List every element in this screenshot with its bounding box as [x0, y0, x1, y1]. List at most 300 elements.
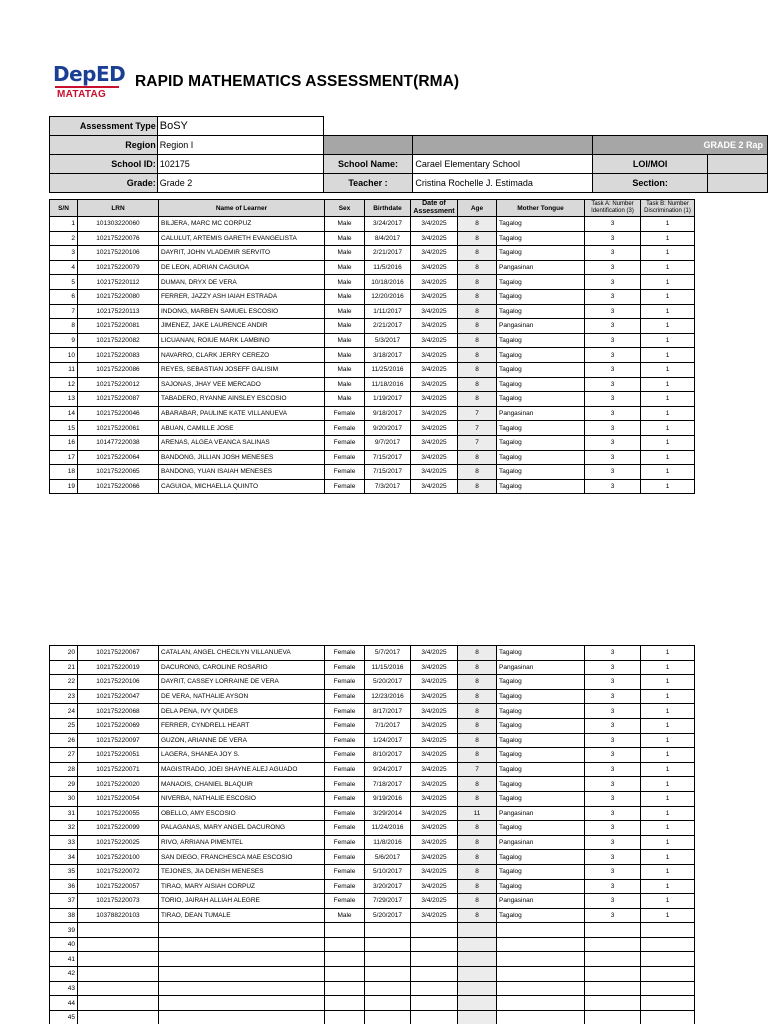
assessment-date-cell[interactable]: 3/4/2025 — [411, 646, 458, 661]
mother-tongue-cell[interactable]: Tagalog — [497, 450, 585, 465]
birthdate-cell[interactable]: 8/17/2017 — [365, 704, 411, 719]
task-b-cell[interactable]: 1 — [641, 348, 695, 363]
learner-name-cell[interactable]: JIMENEZ, JAKE LAURENCE ANDIR — [159, 319, 325, 334]
sex-cell[interactable] — [325, 923, 365, 938]
task-a-cell[interactable]: 3 — [585, 246, 641, 261]
sn-cell[interactable]: 5 — [50, 275, 78, 290]
task-b-cell[interactable]: 1 — [641, 289, 695, 304]
task-b-cell[interactable]: 1 — [641, 660, 695, 675]
sex-cell[interactable]: Female — [325, 864, 365, 879]
lrn-cell[interactable] — [78, 952, 159, 967]
lrn-cell[interactable]: 102175220069 — [78, 718, 159, 733]
task-a-cell[interactable]: 3 — [585, 864, 641, 879]
task-b-cell[interactable]: 1 — [641, 777, 695, 792]
task-b-cell[interactable]: 1 — [641, 377, 695, 392]
learner-name-cell[interactable] — [159, 996, 325, 1011]
lrn-cell[interactable] — [78, 967, 159, 982]
assessment-date-cell[interactable]: 3/4/2025 — [411, 748, 458, 763]
sn-cell[interactable]: 40 — [50, 937, 78, 952]
sex-cell[interactable]: Female — [325, 762, 365, 777]
learner-name-cell[interactable]: BANDONG, YUAN ISAIAH MENESES — [159, 465, 325, 480]
learner-name-cell[interactable]: DELA PENA, IVY QUIDES — [159, 704, 325, 719]
task-a-cell[interactable]: 3 — [585, 762, 641, 777]
teacher-cell[interactable]: Cristina Rochelle J. Estimada — [413, 174, 593, 193]
sn-cell[interactable]: 26 — [50, 733, 78, 748]
sex-cell[interactable]: Female — [325, 894, 365, 909]
sn-cell[interactable]: 3 — [50, 246, 78, 261]
mother-tongue-cell[interactable]: Tagalog — [497, 435, 585, 450]
assessment-date-cell[interactable]: 3/4/2025 — [411, 275, 458, 290]
birthdate-cell[interactable]: 5/20/2017 — [365, 675, 411, 690]
age-cell[interactable] — [458, 1010, 497, 1024]
assessment-date-cell[interactable] — [411, 1010, 458, 1024]
task-b-cell[interactable]: 1 — [641, 821, 695, 836]
age-cell[interactable]: 7 — [458, 406, 497, 421]
learner-name-cell[interactable]: BILJERA, MARC MC CORPUZ — [159, 217, 325, 232]
sex-cell[interactable]: Female — [325, 718, 365, 733]
birthdate-cell[interactable]: 1/19/2017 — [365, 392, 411, 407]
birthdate-cell[interactable]: 8/4/2017 — [365, 231, 411, 246]
age-cell[interactable]: 8 — [458, 231, 497, 246]
birthdate-cell[interactable]: 12/23/2016 — [365, 689, 411, 704]
birthdate-cell[interactable] — [365, 1010, 411, 1024]
task-b-cell[interactable] — [641, 952, 695, 967]
task-a-cell[interactable]: 3 — [585, 791, 641, 806]
sex-cell[interactable]: Female — [325, 704, 365, 719]
lrn-cell[interactable] — [78, 937, 159, 952]
learner-name-cell[interactable]: BANDONG, JILLIAN JOSH MENESES — [159, 450, 325, 465]
mother-tongue-cell[interactable]: Pangasinan — [497, 660, 585, 675]
age-cell[interactable]: 8 — [458, 392, 497, 407]
birthdate-cell[interactable]: 11/18/2016 — [365, 377, 411, 392]
mother-tongue-cell[interactable]: Tagalog — [497, 748, 585, 763]
sex-cell[interactable] — [325, 981, 365, 996]
birthdate-cell[interactable]: 12/20/2016 — [365, 289, 411, 304]
assessment-date-cell[interactable]: 3/4/2025 — [411, 348, 458, 363]
task-a-cell[interactable]: 3 — [585, 392, 641, 407]
task-a-cell[interactable] — [585, 967, 641, 982]
task-b-cell[interactable]: 1 — [641, 646, 695, 661]
mother-tongue-cell[interactable] — [497, 952, 585, 967]
age-cell[interactable]: 8 — [458, 675, 497, 690]
task-b-cell[interactable]: 1 — [641, 479, 695, 494]
age-cell[interactable]: 8 — [458, 777, 497, 792]
mother-tongue-cell[interactable]: Tagalog — [497, 646, 585, 661]
lrn-cell[interactable]: 103788220103 — [78, 908, 159, 923]
learner-name-cell[interactable]: TIRAO, DEAN TUMALE — [159, 908, 325, 923]
mother-tongue-cell[interactable]: Tagalog — [497, 304, 585, 319]
sex-cell[interactable]: Male — [325, 392, 365, 407]
lrn-cell[interactable]: 102175220099 — [78, 821, 159, 836]
birthdate-cell[interactable]: 7/18/2017 — [365, 777, 411, 792]
grade-cell[interactable]: Grade 2 — [157, 174, 323, 193]
sn-cell[interactable]: 28 — [50, 762, 78, 777]
learner-name-cell[interactable] — [159, 981, 325, 996]
sn-cell[interactable]: 16 — [50, 435, 78, 450]
sn-cell[interactable]: 19 — [50, 479, 78, 494]
task-b-cell[interactable]: 1 — [641, 704, 695, 719]
birthdate-cell[interactable]: 11/24/2016 — [365, 821, 411, 836]
age-cell[interactable]: 7 — [458, 421, 497, 436]
task-a-cell[interactable] — [585, 923, 641, 938]
sex-cell[interactable] — [325, 937, 365, 952]
mother-tongue-cell[interactable]: Pangasinan — [497, 406, 585, 421]
assessment-date-cell[interactable]: 3/4/2025 — [411, 791, 458, 806]
task-b-cell[interactable]: 1 — [641, 835, 695, 850]
lrn-cell[interactable]: 102175220112 — [78, 275, 159, 290]
age-cell[interactable]: 8 — [458, 704, 497, 719]
task-b-cell[interactable]: 1 — [641, 689, 695, 704]
sex-cell[interactable]: Female — [325, 660, 365, 675]
learner-name-cell[interactable]: FERRER, CYNDRELL HEART — [159, 718, 325, 733]
learner-name-cell[interactable]: SAJONAS, JHAY VEE MERCADO — [159, 377, 325, 392]
learner-name-cell[interactable]: PALAGANAS, MARY ANGEL DACURONG — [159, 821, 325, 836]
lrn-cell[interactable]: 102175220086 — [78, 362, 159, 377]
mother-tongue-cell[interactable]: Tagalog — [497, 791, 585, 806]
age-cell[interactable]: 8 — [458, 319, 497, 334]
assessment-date-cell[interactable]: 3/4/2025 — [411, 217, 458, 232]
learner-name-cell[interactable]: GUZON, ARIANNE DE VERA — [159, 733, 325, 748]
learner-name-cell[interactable]: CAGUIOA, MICHAELLA QUINTO — [159, 479, 325, 494]
mother-tongue-cell[interactable]: Tagalog — [497, 348, 585, 363]
mother-tongue-cell[interactable]: Tagalog — [497, 217, 585, 232]
sex-cell[interactable]: Female — [325, 850, 365, 865]
assessment-date-cell[interactable]: 3/4/2025 — [411, 689, 458, 704]
task-a-cell[interactable]: 3 — [585, 435, 641, 450]
lrn-cell[interactable]: 102175220025 — [78, 835, 159, 850]
task-a-cell[interactable]: 3 — [585, 777, 641, 792]
assessment-date-cell[interactable] — [411, 952, 458, 967]
school-id-cell[interactable]: 102175 — [157, 155, 323, 174]
lrn-cell[interactable]: 102175220019 — [78, 660, 159, 675]
assessment-date-cell[interactable]: 3/4/2025 — [411, 850, 458, 865]
loi-cell[interactable] — [708, 155, 768, 174]
task-b-cell[interactable]: 1 — [641, 718, 695, 733]
birthdate-cell[interactable]: 9/24/2017 — [365, 762, 411, 777]
mother-tongue-cell[interactable] — [497, 937, 585, 952]
task-b-cell[interactable]: 1 — [641, 864, 695, 879]
sn-cell[interactable]: 6 — [50, 289, 78, 304]
sn-cell[interactable]: 24 — [50, 704, 78, 719]
mother-tongue-cell[interactable]: Tagalog — [497, 333, 585, 348]
task-a-cell[interactable]: 3 — [585, 260, 641, 275]
birthdate-cell[interactable]: 9/19/2016 — [365, 791, 411, 806]
sn-cell[interactable]: 38 — [50, 908, 78, 923]
birthdate-cell[interactable] — [365, 937, 411, 952]
assessment-date-cell[interactable]: 3/4/2025 — [411, 392, 458, 407]
task-b-cell[interactable] — [641, 967, 695, 982]
task-a-cell[interactable]: 3 — [585, 479, 641, 494]
task-b-cell[interactable]: 1 — [641, 362, 695, 377]
age-cell[interactable]: 8 — [458, 748, 497, 763]
sn-cell[interactable]: 7 — [50, 304, 78, 319]
age-cell[interactable]: 8 — [458, 348, 497, 363]
lrn-cell[interactable]: 102175220066 — [78, 479, 159, 494]
learner-name-cell[interactable]: ABARABAR, PAULINE KATE VILLANUEVA — [159, 406, 325, 421]
task-a-cell[interactable] — [585, 937, 641, 952]
age-cell[interactable] — [458, 952, 497, 967]
task-b-cell[interactable]: 1 — [641, 791, 695, 806]
lrn-cell[interactable]: 102175220100 — [78, 850, 159, 865]
task-b-cell[interactable]: 1 — [641, 406, 695, 421]
mother-tongue-cell[interactable] — [497, 981, 585, 996]
lrn-cell[interactable]: 102175220051 — [78, 748, 159, 763]
sn-cell[interactable]: 13 — [50, 392, 78, 407]
age-cell[interactable]: 11 — [458, 806, 497, 821]
learner-name-cell[interactable] — [159, 923, 325, 938]
task-a-cell[interactable]: 3 — [585, 217, 641, 232]
mother-tongue-cell[interactable]: Tagalog — [497, 289, 585, 304]
task-a-cell[interactable]: 3 — [585, 465, 641, 480]
sn-cell[interactable]: 14 — [50, 406, 78, 421]
task-b-cell[interactable] — [641, 937, 695, 952]
task-a-cell[interactable]: 3 — [585, 733, 641, 748]
sex-cell[interactable]: Male — [325, 217, 365, 232]
age-cell[interactable]: 8 — [458, 835, 497, 850]
birthdate-cell[interactable]: 3/18/2017 — [365, 348, 411, 363]
learner-name-cell[interactable]: OBELLO, AMY ESCOSIO — [159, 806, 325, 821]
lrn-cell[interactable]: 101477220038 — [78, 435, 159, 450]
task-b-cell[interactable]: 1 — [641, 260, 695, 275]
mother-tongue-cell[interactable]: Tagalog — [497, 377, 585, 392]
assessment-date-cell[interactable]: 3/4/2025 — [411, 777, 458, 792]
lrn-cell[interactable] — [78, 923, 159, 938]
mother-tongue-cell[interactable] — [497, 996, 585, 1011]
mother-tongue-cell[interactable]: Tagalog — [497, 864, 585, 879]
learner-name-cell[interactable]: DAYRIT, CASSEY LORRAINE DE VERA — [159, 675, 325, 690]
birthdate-cell[interactable]: 5/3/2017 — [365, 333, 411, 348]
task-b-cell[interactable]: 1 — [641, 450, 695, 465]
sn-cell[interactable]: 9 — [50, 333, 78, 348]
task-b-cell[interactable]: 1 — [641, 762, 695, 777]
assessment-date-cell[interactable]: 3/4/2025 — [411, 450, 458, 465]
mother-tongue-cell[interactable]: Tagalog — [497, 908, 585, 923]
assessment-type-cell[interactable]: BoSY — [157, 117, 323, 136]
birthdate-cell[interactable] — [365, 996, 411, 1011]
assessment-date-cell[interactable]: 3/4/2025 — [411, 718, 458, 733]
task-b-cell[interactable]: 1 — [641, 333, 695, 348]
task-a-cell[interactable]: 3 — [585, 894, 641, 909]
sn-cell[interactable]: 12 — [50, 377, 78, 392]
sex-cell[interactable]: Female — [325, 675, 365, 690]
sn-cell[interactable]: 43 — [50, 981, 78, 996]
learner-name-cell[interactable]: NIVERBA, NATHALIE ESCOSIO — [159, 791, 325, 806]
sn-cell[interactable]: 17 — [50, 450, 78, 465]
assessment-date-cell[interactable]: 3/4/2025 — [411, 289, 458, 304]
task-b-cell[interactable]: 1 — [641, 806, 695, 821]
mother-tongue-cell[interactable]: Tagalog — [497, 246, 585, 261]
age-cell[interactable]: 8 — [458, 850, 497, 865]
birthdate-cell[interactable]: 3/20/2017 — [365, 879, 411, 894]
mother-tongue-cell[interactable]: Tagalog — [497, 479, 585, 494]
birthdate-cell[interactable]: 10/18/2016 — [365, 275, 411, 290]
learner-name-cell[interactable] — [159, 1010, 325, 1024]
sn-cell[interactable]: 25 — [50, 718, 78, 733]
task-b-cell[interactable]: 1 — [641, 275, 695, 290]
task-a-cell[interactable]: 3 — [585, 319, 641, 334]
learner-name-cell[interactable]: CATALAN, ANGEL CHECILYN VILLANUEVA — [159, 646, 325, 661]
sn-cell[interactable]: 11 — [50, 362, 78, 377]
task-b-cell[interactable]: 1 — [641, 465, 695, 480]
section-cell[interactable] — [708, 174, 768, 193]
assessment-date-cell[interactable]: 3/4/2025 — [411, 406, 458, 421]
sex-cell[interactable]: Female — [325, 791, 365, 806]
age-cell[interactable] — [458, 967, 497, 982]
sn-cell[interactable]: 41 — [50, 952, 78, 967]
sex-cell[interactable]: Male — [325, 348, 365, 363]
sex-cell[interactable]: Female — [325, 689, 365, 704]
learner-name-cell[interactable]: FERRER, JAZZY ASH IAIAH ESTRADA — [159, 289, 325, 304]
sn-cell[interactable]: 2 — [50, 231, 78, 246]
mother-tongue-cell[interactable]: Tagalog — [497, 392, 585, 407]
assessment-date-cell[interactable]: 3/4/2025 — [411, 421, 458, 436]
task-a-cell[interactable]: 3 — [585, 806, 641, 821]
mother-tongue-cell[interactable]: Tagalog — [497, 850, 585, 865]
task-a-cell[interactable]: 3 — [585, 748, 641, 763]
learner-name-cell[interactable]: TORIO, JAIRAH ALLIAH ALEGRE — [159, 894, 325, 909]
task-b-cell[interactable] — [641, 923, 695, 938]
birthdate-cell[interactable]: 7/15/2017 — [365, 450, 411, 465]
lrn-cell[interactable]: 102175220076 — [78, 231, 159, 246]
birthdate-cell[interactable]: 2/21/2017 — [365, 246, 411, 261]
assessment-date-cell[interactable]: 3/4/2025 — [411, 231, 458, 246]
task-a-cell[interactable]: 3 — [585, 289, 641, 304]
lrn-cell[interactable]: 102175220073 — [78, 894, 159, 909]
sex-cell[interactable]: Female — [325, 821, 365, 836]
sex-cell[interactable]: Female — [325, 465, 365, 480]
assessment-date-cell[interactable]: 3/4/2025 — [411, 806, 458, 821]
sn-cell[interactable]: 18 — [50, 465, 78, 480]
age-cell[interactable]: 8 — [458, 791, 497, 806]
birthdate-cell[interactable]: 11/5/2016 — [365, 260, 411, 275]
sex-cell[interactable]: Male — [325, 231, 365, 246]
mother-tongue-cell[interactable] — [497, 967, 585, 982]
assessment-date-cell[interactable]: 3/4/2025 — [411, 879, 458, 894]
mother-tongue-cell[interactable]: Tagalog — [497, 704, 585, 719]
task-a-cell[interactable] — [585, 952, 641, 967]
mother-tongue-cell[interactable]: Tagalog — [497, 465, 585, 480]
age-cell[interactable]: 8 — [458, 646, 497, 661]
learner-name-cell[interactable]: TABADERO, RYANNE AINSLEY ESCOSIO — [159, 392, 325, 407]
lrn-cell[interactable]: 102175220046 — [78, 406, 159, 421]
mother-tongue-cell[interactable]: Tagalog — [497, 421, 585, 436]
task-b-cell[interactable]: 1 — [641, 304, 695, 319]
task-b-cell[interactable] — [641, 981, 695, 996]
sex-cell[interactable]: Female — [325, 406, 365, 421]
task-b-cell[interactable]: 1 — [641, 733, 695, 748]
sex-cell[interactable]: Female — [325, 421, 365, 436]
assessment-date-cell[interactable]: 3/4/2025 — [411, 319, 458, 334]
assessment-date-cell[interactable]: 3/4/2025 — [411, 465, 458, 480]
task-b-cell[interactable]: 1 — [641, 231, 695, 246]
task-a-cell[interactable]: 3 — [585, 908, 641, 923]
task-b-cell[interactable]: 1 — [641, 850, 695, 865]
lrn-cell[interactable]: 101303220060 — [78, 217, 159, 232]
lrn-cell[interactable]: 102175220057 — [78, 879, 159, 894]
task-a-cell[interactable]: 3 — [585, 675, 641, 690]
learner-name-cell[interactable] — [159, 937, 325, 952]
task-a-cell[interactable]: 3 — [585, 718, 641, 733]
lrn-cell[interactable]: 102175220082 — [78, 333, 159, 348]
birthdate-cell[interactable]: 11/8/2016 — [365, 835, 411, 850]
sn-cell[interactable]: 45 — [50, 1010, 78, 1024]
sn-cell[interactable]: 15 — [50, 421, 78, 436]
birthdate-cell[interactable]: 5/6/2017 — [365, 850, 411, 865]
assessment-date-cell[interactable]: 3/4/2025 — [411, 835, 458, 850]
birthdate-cell[interactable]: 5/10/2017 — [365, 864, 411, 879]
sex-cell[interactable]: Male — [325, 319, 365, 334]
task-b-cell[interactable]: 1 — [641, 675, 695, 690]
birthdate-cell[interactable]: 5/7/2017 — [365, 646, 411, 661]
age-cell[interactable]: 8 — [458, 879, 497, 894]
task-a-cell[interactable]: 3 — [585, 304, 641, 319]
age-cell[interactable]: 7 — [458, 435, 497, 450]
sn-cell[interactable]: 20 — [50, 646, 78, 661]
task-a-cell[interactable]: 3 — [585, 231, 641, 246]
sn-cell[interactable]: 32 — [50, 821, 78, 836]
task-a-cell[interactable]: 3 — [585, 362, 641, 377]
task-b-cell[interactable]: 1 — [641, 246, 695, 261]
birthdate-cell[interactable]: 7/1/2017 — [365, 718, 411, 733]
assessment-date-cell[interactable]: 3/4/2025 — [411, 435, 458, 450]
task-b-cell[interactable]: 1 — [641, 435, 695, 450]
learner-name-cell[interactable]: MANAOIS, CHANIEL BLAQUIR — [159, 777, 325, 792]
learner-name-cell[interactable]: DUMAN, DRYX DE VERA — [159, 275, 325, 290]
lrn-cell[interactable] — [78, 996, 159, 1011]
learner-name-cell[interactable] — [159, 967, 325, 982]
assessment-date-cell[interactable]: 3/4/2025 — [411, 733, 458, 748]
task-b-cell[interactable]: 1 — [641, 879, 695, 894]
task-b-cell[interactable]: 1 — [641, 421, 695, 436]
task-a-cell[interactable] — [585, 996, 641, 1011]
sex-cell[interactable]: Male — [325, 289, 365, 304]
sex-cell[interactable]: Female — [325, 879, 365, 894]
age-cell[interactable]: 8 — [458, 362, 497, 377]
sex-cell[interactable]: Female — [325, 806, 365, 821]
sex-cell[interactable]: Male — [325, 275, 365, 290]
sn-cell[interactable]: 8 — [50, 319, 78, 334]
learner-name-cell[interactable]: ABUAN, CAMILLE JOSE — [159, 421, 325, 436]
mother-tongue-cell[interactable]: Tagalog — [497, 733, 585, 748]
learner-name-cell[interactable]: NAVARRO, CLARK JERRY CEREZO — [159, 348, 325, 363]
mother-tongue-cell[interactable] — [497, 923, 585, 938]
lrn-cell[interactable]: 102175220080 — [78, 289, 159, 304]
assessment-date-cell[interactable]: 3/4/2025 — [411, 821, 458, 836]
sex-cell[interactable]: Female — [325, 450, 365, 465]
sex-cell[interactable]: Male — [325, 304, 365, 319]
birthdate-cell[interactable]: 11/25/2016 — [365, 362, 411, 377]
learner-name-cell[interactable]: SAN DIEGO, FRANCHESCA MAE ESCOSIO — [159, 850, 325, 865]
age-cell[interactable]: 8 — [458, 821, 497, 836]
sex-cell[interactable]: Male — [325, 908, 365, 923]
sn-cell[interactable]: 10 — [50, 348, 78, 363]
lrn-cell[interactable]: 102175220067 — [78, 646, 159, 661]
assessment-date-cell[interactable] — [411, 937, 458, 952]
school-name-cell[interactable]: Carael Elementary School — [413, 155, 593, 174]
sn-cell[interactable]: 39 — [50, 923, 78, 938]
sex-cell[interactable]: Female — [325, 646, 365, 661]
birthdate-cell[interactable]: 11/15/2016 — [365, 660, 411, 675]
learner-name-cell[interactable]: DE LEON, ADRIAN CAGUIOA — [159, 260, 325, 275]
task-a-cell[interactable]: 3 — [585, 348, 641, 363]
mother-tongue-cell[interactable]: Tagalog — [497, 275, 585, 290]
lrn-cell[interactable]: 102175220113 — [78, 304, 159, 319]
sn-cell[interactable]: 27 — [50, 748, 78, 763]
task-a-cell[interactable]: 3 — [585, 275, 641, 290]
sex-cell[interactable]: Female — [325, 435, 365, 450]
sn-cell[interactable]: 4 — [50, 260, 78, 275]
assessment-date-cell[interactable] — [411, 981, 458, 996]
